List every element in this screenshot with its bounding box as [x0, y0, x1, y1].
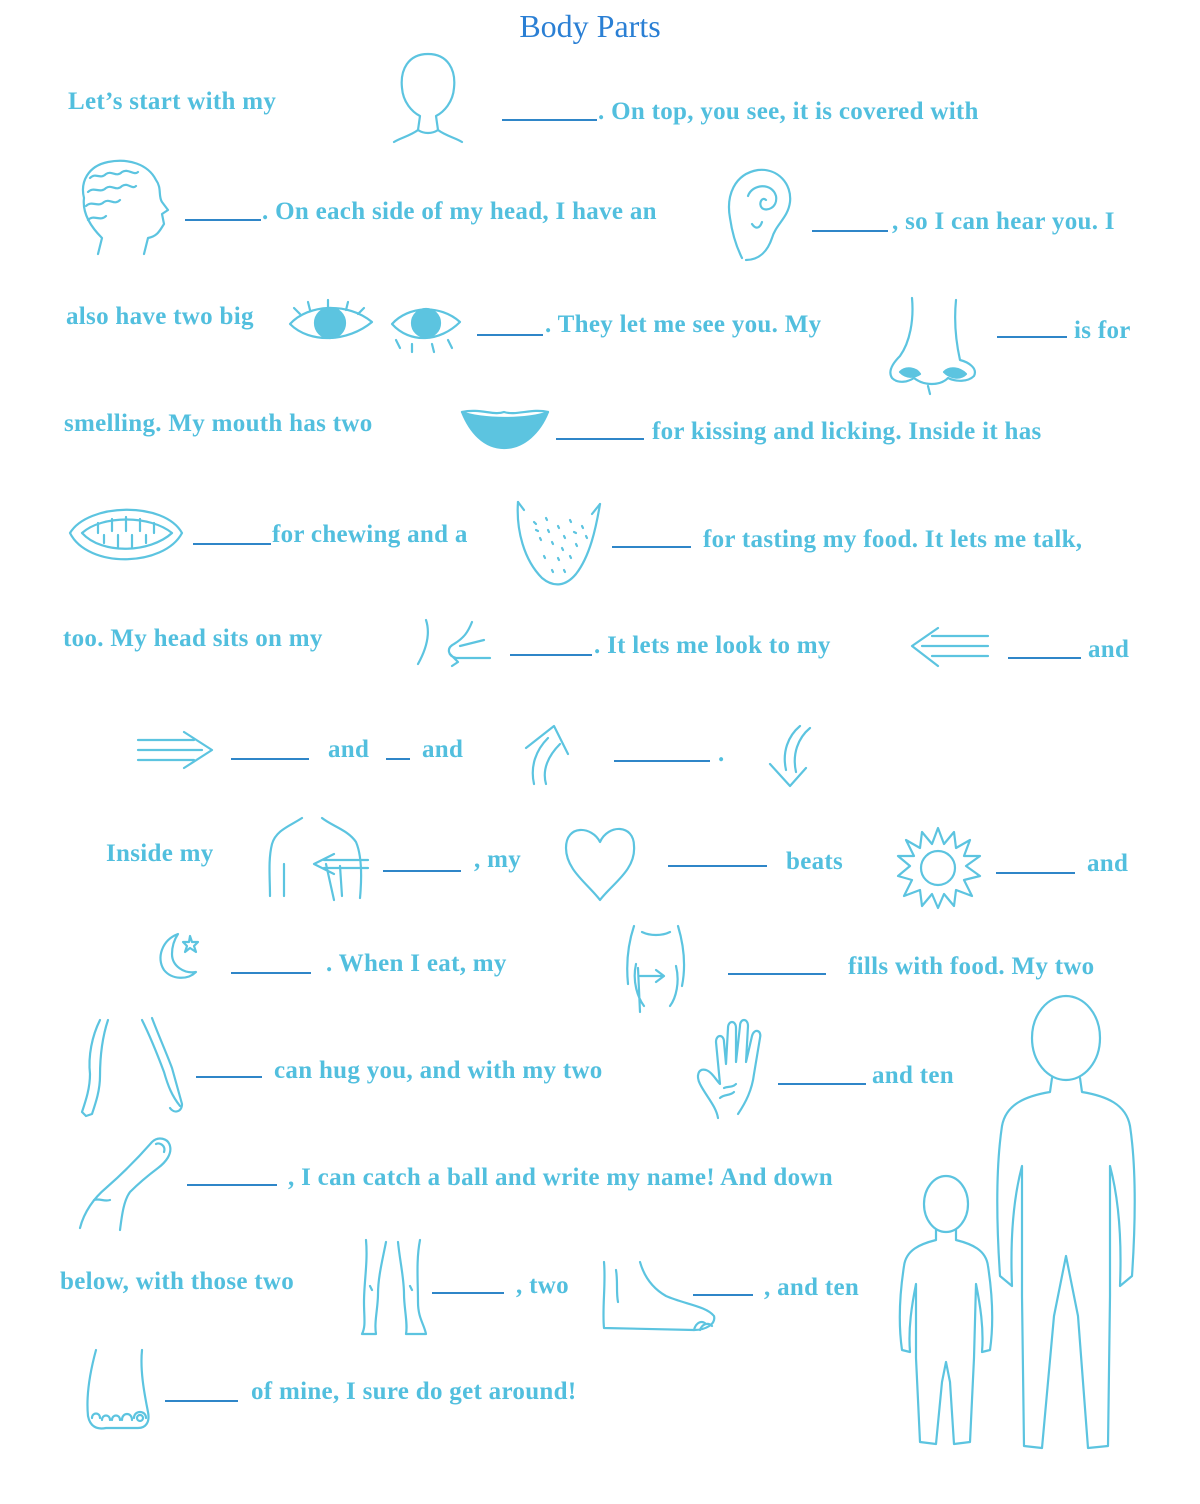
- heart-icon: [562, 822, 640, 904]
- sentence-text: . On top, you see, it is covered with: [598, 98, 979, 125]
- down-arrow-icon: [766, 724, 814, 790]
- ear-icon: [722, 166, 798, 264]
- sentence-text: .: [718, 740, 725, 767]
- sentence-text: , so I can hear you. I: [892, 208, 1115, 235]
- sentence-text: . When I eat, my: [326, 950, 507, 977]
- sentence-text: , two: [516, 1272, 569, 1299]
- stomach-icon: [620, 924, 692, 1016]
- answer-blank[interactable]: [165, 1400, 238, 1402]
- sun-icon: [896, 826, 982, 910]
- answer-blank[interactable]: [187, 1184, 277, 1186]
- answer-blank[interactable]: [231, 972, 311, 974]
- hair-icon: [78, 158, 170, 258]
- lips-icon: [460, 406, 552, 454]
- sentence-text: , my: [474, 846, 522, 873]
- sentence-text: and: [422, 736, 464, 763]
- moon-icon: [154, 930, 206, 982]
- finger-icon: [76, 1134, 176, 1232]
- answer-blank[interactable]: [997, 336, 1067, 338]
- sentence-text: can hug you, and with my two: [274, 1057, 603, 1084]
- up-arrow-icon: [520, 722, 574, 788]
- sentence-text: and: [1088, 636, 1130, 663]
- answer-blank[interactable]: [612, 546, 691, 548]
- sentence-text: smelling. My mouth has two: [64, 410, 373, 437]
- sentence-text: . They let me see you. My: [545, 311, 822, 338]
- answer-blank[interactable]: [996, 872, 1075, 874]
- answer-blank[interactable]: [477, 334, 543, 336]
- answer-blank[interactable]: [383, 870, 461, 872]
- answer-blank[interactable]: [185, 219, 261, 221]
- sentence-text: fills with food. My two: [848, 953, 1095, 980]
- right-arrow-icon: [134, 730, 216, 772]
- left-arrow-icon: [908, 626, 992, 670]
- answer-blank[interactable]: [693, 1294, 753, 1296]
- answer-blank[interactable]: [728, 973, 826, 975]
- answer-blank[interactable]: [386, 758, 410, 760]
- answer-blank[interactable]: [778, 1083, 866, 1085]
- answer-blank[interactable]: [432, 1292, 504, 1294]
- teeth-icon: [68, 497, 186, 573]
- sentence-text: , and ten: [764, 1274, 860, 1301]
- tongue-icon: [512, 500, 608, 590]
- sentence-text: also have two big: [66, 303, 254, 330]
- sentence-text: Let’s start with my: [68, 88, 277, 115]
- child-figure-icon: [896, 1172, 996, 1464]
- nose-icon: [884, 296, 984, 396]
- sentence-text: and: [328, 736, 370, 763]
- answer-blank[interactable]: [510, 654, 592, 656]
- chest-icon: [264, 816, 374, 904]
- sentence-text: for tasting my food. It lets me talk,: [703, 526, 1083, 553]
- sentence-text: Inside my: [106, 840, 214, 867]
- adult-figure-icon: [992, 996, 1140, 1462]
- sentence-text: too. My head sits on my: [63, 625, 323, 652]
- page-title: Body Parts: [519, 8, 661, 44]
- head-icon: [390, 52, 470, 144]
- sentence-text: beats: [786, 848, 844, 875]
- legs-icon: [356, 1238, 432, 1338]
- answer-blank[interactable]: [193, 543, 271, 545]
- sentence-text: is for: [1074, 317, 1131, 344]
- sentence-text: of mine, I sure do get around!: [251, 1378, 577, 1405]
- answer-blank[interactable]: [1008, 657, 1081, 659]
- answer-blank[interactable]: [668, 865, 767, 867]
- answer-blank[interactable]: [812, 230, 888, 232]
- sentence-text: below, with those two: [60, 1268, 295, 1295]
- sentence-text: . On each side of my head, I have an: [262, 198, 657, 225]
- neck-icon: [414, 618, 494, 670]
- sentence-text: , I can catch a ball and write my name! And down: [288, 1164, 833, 1191]
- sentence-text: and: [1087, 850, 1129, 877]
- sentence-text: and ten: [872, 1062, 954, 1089]
- sentence-text: . It lets me look to my: [594, 632, 831, 659]
- toes-icon: [82, 1348, 152, 1432]
- eyes-icon: [288, 296, 464, 356]
- sentence-text: for kissing and licking. Inside it has: [652, 418, 1042, 445]
- answer-blank[interactable]: [556, 438, 644, 440]
- arms-icon: [78, 1016, 186, 1120]
- hand-icon: [694, 1018, 766, 1122]
- foot-icon: [596, 1258, 720, 1338]
- answer-blank[interactable]: [196, 1076, 262, 1078]
- answer-blank[interactable]: [614, 760, 710, 762]
- sentence-text: for chewing and a: [272, 521, 468, 548]
- answer-blank[interactable]: [502, 119, 597, 121]
- answer-blank[interactable]: [231, 758, 309, 760]
